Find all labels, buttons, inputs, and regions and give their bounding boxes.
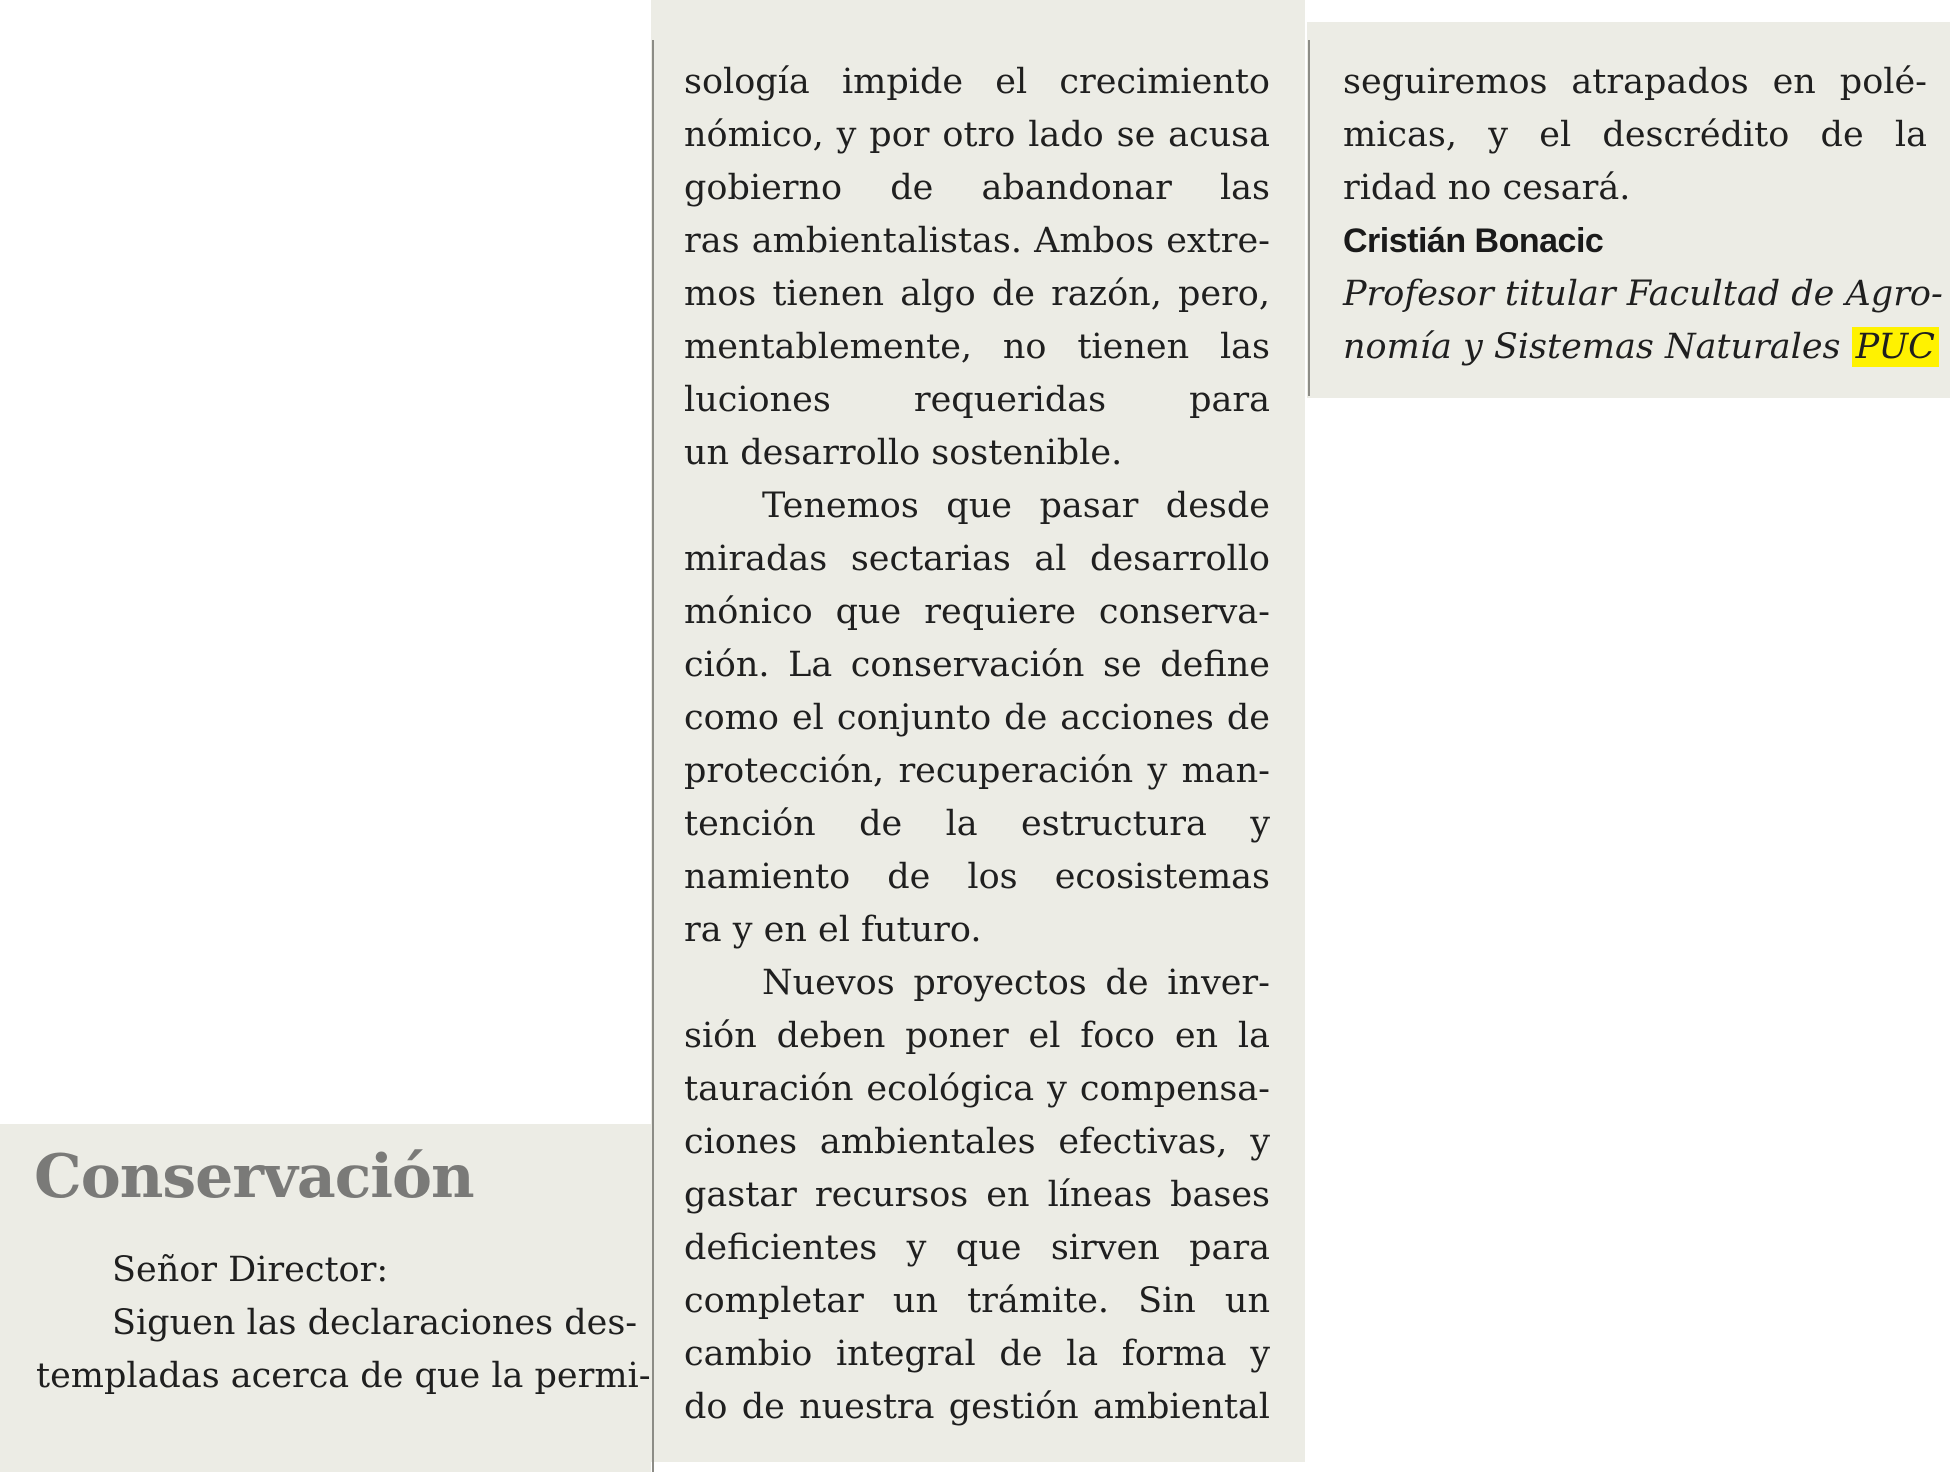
body-line: gastar recursos en líneas bases: [684, 1175, 1270, 1215]
university-highlight: PUC: [1852, 327, 1939, 367]
body-line: sión deben poner el foco en la: [684, 1016, 1270, 1056]
body-line: namiento de los ecosistemas: [684, 857, 1270, 897]
body-line: deficientes y que sirven para: [684, 1228, 1270, 1268]
body-line: ras ambientalistas. Ambos extre-: [684, 221, 1270, 261]
body-line: miradas sectarias al desarrollo: [684, 539, 1270, 579]
body-line: tauración ecológica y compensa-: [684, 1069, 1270, 1109]
body-line: Nuevos proyectos de inver-: [762, 963, 1270, 1003]
body-line: nómico, y por otro lado se acusa: [684, 115, 1270, 155]
body-line: luciones requeridas para: [684, 380, 1270, 420]
body-line: sología impide el crecimiento: [684, 62, 1270, 102]
author-role-line: Profesor titular Facultad de Agro-: [1343, 274, 1943, 314]
body-line: como el conjunto de acciones de: [684, 698, 1270, 738]
author-role-line: [1343, 321, 1943, 374]
body-line: seguiremos atrapados en polé-: [1343, 62, 1927, 102]
body-line: micas, y el descrédito de la: [1343, 115, 1927, 155]
column-divider: [1308, 40, 1310, 396]
letter-title: Conservación: [34, 1142, 474, 1212]
body-line: ridad no cesará.: [1343, 168, 1631, 208]
salutation: Señor Director:: [112, 1250, 389, 1290]
body-line: completar un trámite. Sin un: [684, 1281, 1270, 1321]
body-line: gobierno de abandonar las: [684, 168, 1270, 208]
body-line: mónico que requiere conserva-: [684, 592, 1270, 632]
body-line: ra y en el futuro.: [684, 910, 982, 950]
author-role-text: nomía y Sistemas Naturales: [1343, 327, 1841, 367]
body-line: ción. La conservación se define: [684, 645, 1270, 685]
body-line: ciones ambientales efectivas, y: [684, 1122, 1270, 1162]
body-line: mentablemente, no tienen las: [684, 327, 1270, 367]
body-line: protección, recuperación y man-: [684, 751, 1270, 791]
author-name: Cristián Bonacic: [1343, 222, 1604, 260]
body-line: Tenemos que pasar desde: [762, 486, 1270, 526]
body-line: do de nuestra gestión ambiental: [684, 1387, 1270, 1427]
body-line: un desarrollo sostenible.: [684, 433, 1123, 473]
body-line: tención de la estructura y: [684, 804, 1270, 844]
body-line: templadas acerca de que la permi-: [36, 1356, 651, 1396]
body-line: Siguen las declaraciones des-: [112, 1303, 638, 1343]
body-line: cambio integral de la forma y: [684, 1334, 1270, 1374]
body-line: mos tienen algo de razón, pero,: [684, 274, 1270, 314]
